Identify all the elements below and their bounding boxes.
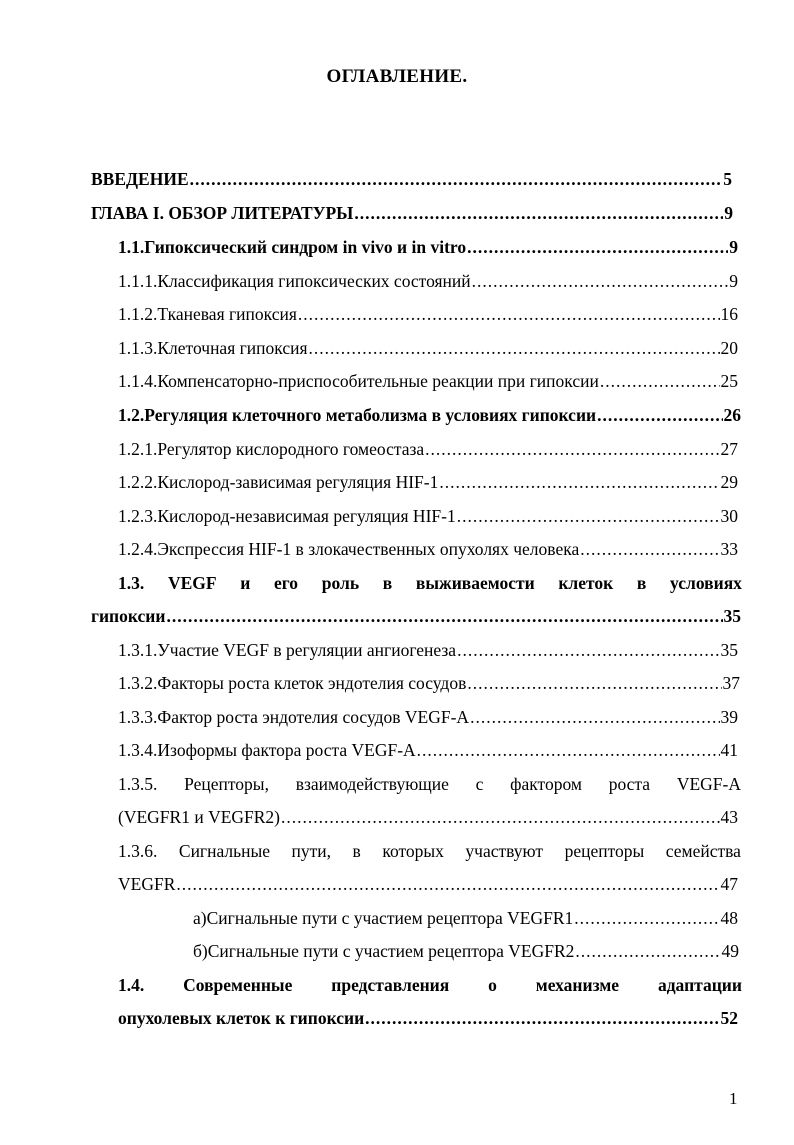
toc-entry-text: ВВЕДЕНИЕ xyxy=(91,169,189,189)
toc-entry-text: Изоформы фактора роста VEGF-A xyxy=(157,740,416,760)
toc-entry-number: 1.1.3. xyxy=(118,338,158,358)
toc-entry-page: 9 xyxy=(724,203,733,223)
toc-entry-text: ГЛАВА I. ОБЗОР ЛИТЕРАТУРЫ xyxy=(91,203,354,223)
toc-entry-text: опухолевых клеток к гипоксии xyxy=(118,1008,365,1028)
toc-entry-text: Классификация гипоксических состояний xyxy=(157,271,471,291)
toc-word: VEGF xyxy=(167,573,217,593)
toc-word: VEGF-A xyxy=(676,774,741,794)
toc-word: которых xyxy=(382,841,444,861)
toc-entry-text: Регулятор кислородного гомеостаза xyxy=(157,439,425,459)
toc-entry-page: 9 xyxy=(729,237,738,257)
toc-entry-page: 33 xyxy=(720,539,738,559)
toc-entry-number: 1.1. xyxy=(118,237,145,257)
toc-word: роль xyxy=(321,573,360,593)
toc-word: фактором xyxy=(510,774,582,794)
toc-entry xyxy=(91,202,733,224)
dot-leader xyxy=(575,940,720,962)
toc-word: его xyxy=(274,573,299,593)
toc-entry-text: Тканевая гипоксия xyxy=(157,304,297,324)
toc-entry-text: гипоксии xyxy=(91,606,166,626)
toc-entry-page: 37 xyxy=(722,673,740,693)
toc-entry-text: Сигнальные пути с участием рецептора VEGFR1 xyxy=(206,908,574,928)
dot-leader xyxy=(457,505,720,527)
toc-entry-number: 1.2.4. xyxy=(118,539,158,559)
toc-entry-number: 1.4. xyxy=(118,975,145,995)
toc-entry-number: 1.1.1. xyxy=(118,271,158,291)
toc-entry-page: 16 xyxy=(720,304,738,324)
toc-entry-number: 1.1.2. xyxy=(118,304,158,324)
toc-word: с xyxy=(475,774,484,794)
dot-leader xyxy=(365,1007,719,1029)
toc-entry xyxy=(118,639,738,661)
toc-word: в xyxy=(382,573,393,593)
dot-leader xyxy=(281,806,719,828)
toc-entry-page: 26 xyxy=(723,405,741,425)
dot-leader xyxy=(354,202,723,224)
toc-word: о xyxy=(488,975,497,995)
toc-entry-page: 30 xyxy=(720,506,738,526)
toc-entry-page: 29 xyxy=(720,472,738,492)
toc-word: клеток xyxy=(558,573,614,593)
dot-leader xyxy=(467,236,728,258)
toc-entry-text: Кислород-зависимая регуляция HIF-1 xyxy=(157,472,439,492)
toc-entry xyxy=(91,168,732,190)
toc-entry xyxy=(118,236,738,258)
toc-entry xyxy=(118,840,741,862)
toc-entry-text: Клеточная гипоксия xyxy=(157,338,308,358)
toc-entry-number: 1.3.2. xyxy=(118,673,158,693)
toc-entry-page: 47 xyxy=(720,874,738,894)
dot-leader xyxy=(467,672,721,694)
toc-entry xyxy=(193,940,739,962)
page-number: 1 xyxy=(729,1089,738,1108)
toc-entry xyxy=(118,438,738,460)
toc-word: Рецепторы, xyxy=(184,774,269,794)
toc-word: пути, xyxy=(291,841,332,861)
page-title: ОГЛАВЛЕНИЕ. xyxy=(326,66,468,87)
toc-entry-text: Гипоксический синдром in vivo и in vitro xyxy=(144,237,467,257)
toc-word: роста xyxy=(608,774,651,794)
toc-entry-continuation xyxy=(118,1007,738,1029)
toc-entry-number: 1.3.1. xyxy=(118,640,158,660)
dot-leader xyxy=(190,168,723,190)
toc-entry-page: 52 xyxy=(720,1008,738,1028)
toc-word: адаптации xyxy=(657,975,742,995)
toc-word: семейства xyxy=(665,841,741,861)
toc-entry-text: VEGFR xyxy=(118,874,176,894)
toc-word: и xyxy=(240,573,251,593)
toc-entry-number: 1.3. xyxy=(118,573,145,593)
toc-entry xyxy=(193,907,738,929)
toc-entry-number: 1.3.4. xyxy=(118,740,158,760)
dot-leader xyxy=(457,639,719,661)
dot-leader xyxy=(580,538,719,560)
dot-leader xyxy=(309,337,720,359)
dot-leader xyxy=(439,471,719,493)
toc-entry-page: 9 xyxy=(729,271,738,291)
dot-leader xyxy=(425,438,719,460)
dot-leader xyxy=(600,370,720,392)
toc-entry-number: 1.2.2. xyxy=(118,472,158,492)
toc-entry-text: Факторы роста клеток эндотелия сосудов xyxy=(157,673,467,693)
toc-entry-number: 1.3.6. xyxy=(118,841,158,861)
toc-entry-number: б) xyxy=(193,941,208,961)
toc-entry-number: 1.2.3. xyxy=(118,506,158,526)
toc-word: Современные xyxy=(183,975,293,995)
toc-entry xyxy=(118,572,742,594)
dot-leader xyxy=(472,270,729,292)
toc-entry-page: 25 xyxy=(720,371,738,391)
toc-entry-page: 5 xyxy=(723,169,732,189)
toc-entry xyxy=(118,471,738,493)
toc-entry-text: Кислород-независимая регуляция HIF-1 xyxy=(157,506,456,526)
toc-entry xyxy=(118,974,742,996)
toc-entry-page: 27 xyxy=(720,439,738,459)
dot-leader xyxy=(597,404,722,426)
toc-entry xyxy=(118,672,740,694)
toc-word: Сигнальные xyxy=(178,841,270,861)
toc-word: в xyxy=(352,841,361,861)
toc-entry-text: Экспрессия HIF-1 в злокачественных опухолях человека xyxy=(157,539,580,559)
toc-word: выживаемости xyxy=(415,573,535,593)
toc-entry-continuation xyxy=(118,806,738,828)
toc-entry xyxy=(118,370,738,392)
toc-entry xyxy=(118,337,738,359)
dot-leader xyxy=(417,739,720,761)
toc-word: представления xyxy=(331,975,450,995)
toc-entry xyxy=(118,739,738,761)
toc-entry-number: 1.3.3. xyxy=(118,707,158,727)
toc-word: условиях xyxy=(670,573,742,593)
toc-entry-text: Участие VEGF в регуляции ангиогенеза xyxy=(157,640,457,660)
toc-word: в xyxy=(636,573,647,593)
toc-entry xyxy=(118,404,741,426)
toc-entry-number: а) xyxy=(193,908,207,928)
toc-word: механизме xyxy=(535,975,620,995)
toc-entry xyxy=(118,706,738,728)
toc-entry xyxy=(118,538,738,560)
toc-word: участвуют xyxy=(465,841,544,861)
toc-entry-text: Сигнальные пути с участием рецептора VEGFR2 xyxy=(207,941,575,961)
toc-entry-continuation xyxy=(91,605,741,627)
toc-entry-number: 1.2. xyxy=(118,405,145,425)
toc-entry-text: Компенсаторно-приспособительные реакции при гипоксии xyxy=(157,371,599,391)
toc-entry-text: (VEGFR1 и VEGFR2) xyxy=(118,807,281,827)
toc-entry-number: 1.2.1. xyxy=(118,439,158,459)
toc-entry-page: 20 xyxy=(720,338,738,358)
toc-word: взаимодействующие xyxy=(295,774,449,794)
dot-leader xyxy=(166,605,722,627)
toc-entry xyxy=(118,303,738,325)
toc-entry-page: 35 xyxy=(723,606,741,626)
toc-entry-page: 49 xyxy=(721,941,739,961)
toc-entry-text: Фактор роста эндотелия сосудов VEGF-A xyxy=(157,707,470,727)
dot-leader xyxy=(574,907,719,929)
toc-word: рецепторы xyxy=(564,841,645,861)
toc-entry-number: 1.1.4. xyxy=(118,371,158,391)
toc-entry-page: 48 xyxy=(720,908,738,928)
toc-entry-page: 43 xyxy=(720,807,738,827)
dot-leader xyxy=(298,303,720,325)
toc-entry xyxy=(118,270,738,292)
toc-entry xyxy=(118,505,738,527)
toc-entry-number: 1.3.5. xyxy=(118,774,158,794)
dot-leader xyxy=(176,873,719,895)
toc-entry-page: 39 xyxy=(720,707,738,727)
toc-entry-page: 35 xyxy=(720,640,738,660)
toc-entry xyxy=(118,773,741,795)
toc-entry-page: 41 xyxy=(720,740,738,760)
dot-leader xyxy=(470,706,719,728)
toc-entry-continuation xyxy=(118,873,738,895)
toc-entry-text: Регуляция клеточного метаболизма в условиях гипоксии xyxy=(144,405,597,425)
